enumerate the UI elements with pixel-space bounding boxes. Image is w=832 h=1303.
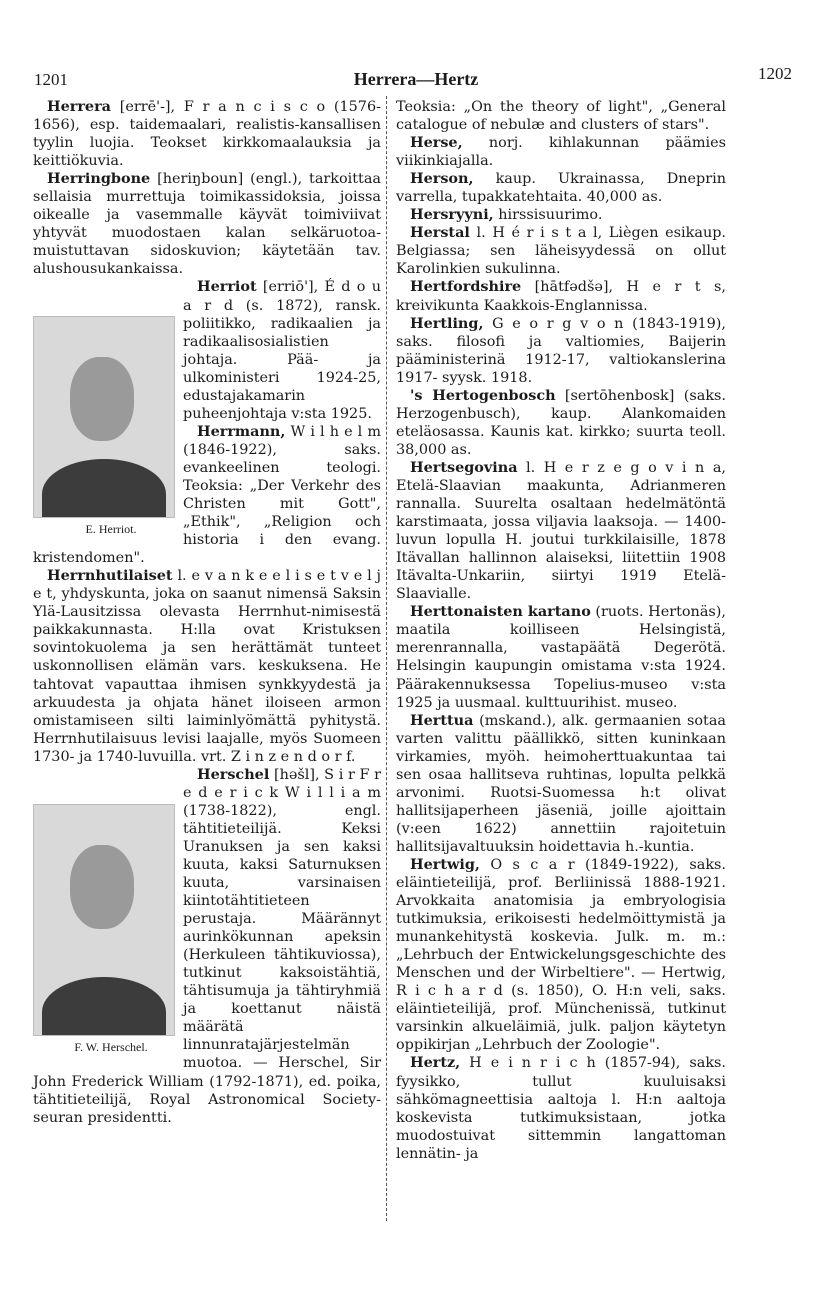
portrait-body — [42, 977, 166, 1036]
headword: 's Hertogenbosch — [410, 386, 556, 404]
entry-hersryyni — [396, 206, 726, 224]
entry-hertfordshire — [396, 278, 726, 314]
entry-herrera — [33, 98, 381, 170]
entry-text: [sertōhenbosk] (saks. Herzogenbusch), kaup. Alankomaiden eteläosassa. Kaunis kat. kirkko; suurta teoll. 38,000 as. — [396, 387, 726, 458]
headword: Herse, — [410, 134, 463, 152]
headword: Herrnhutilaiset — [47, 567, 173, 585]
entry-text: [errē'-], F r a n c i s c o (1576-1656), esp. taidemaalari, realistis-kansallisen tyylin luojia. Teokset kirkkomaalauksia ja keittiökuvia. — [33, 99, 381, 170]
headword: Hertfordshire — [410, 278, 522, 296]
entry-hertogenbosch — [396, 387, 726, 459]
entry-text: l. H e r z e g o v i n a, Etelä-Slaavian maakunta, Adrianmeren rannalla. Suurelta osaltaan hedelmätöntä karstimaata, jossa viljavia laaksoja. — 1400-luvun lopulla H. joutui turkkilaisille, 1878 Itävallan hallinnon alaiseksi, liitettiin 1908 Itävalta-Unkariin, siirtyi 1919 Etelä-Slaavialle. — [396, 459, 726, 603]
headword: Herrera — [47, 98, 111, 115]
entry-text: kaup. Ukrainassa, Dneprin varrella, tupakkatehtaita. 40,000 as. — [396, 171, 726, 206]
herschel-caption: F. W. Herschel. — [74, 1039, 148, 1054]
entry-text: G e o r g v o n (1843-1919), saks. filosofi ja valtiomies, Baijerin pääministerinä 1912-17, valtiokanslerina 1917- syysk. 1918. — [396, 315, 726, 386]
entry-herschel — [33, 766, 381, 1127]
entry-herschel-continued — [396, 98, 726, 134]
portrait-body — [42, 459, 166, 518]
entry-text: [heriŋboun] (engl.), tarkoittaa sellaisia murrettuja toimikassidoksia, joissa oikealle ja vasemmalle käyvät toimiviivat yhtyvät muodostaen kalan selkäruotoa- muistuttavan sidoskuvion; käytetään tav. alushousukankaissa. — [33, 171, 381, 278]
entry-text: (ruots. Hertonäs), maatila koilliseen Helsingistä, merenrannalla, vastapäätä Degerötä. Helsingin kaupungin omistama v:sta 1924. Päärakennuksessa Topelius-museo v:sta 1925 ja uusmaal. kulttuurihist. museo. — [396, 604, 726, 711]
headword: Hertz, — [410, 1054, 461, 1072]
entry-text: [hātfǝdšǝ], H e r t s, kreivikunta Kaakkois-Englannissa. — [396, 279, 726, 314]
entry-text: H e i n r i c h (1857-94), saks. fyysikko, tullut kuuluisaksi sähkömagneettisia aaltoja l. H:n aaltoja koskevista tutkimuksistaan, jotka muodostuivat sittemmin langattoman lennätin- ja — [396, 1055, 726, 1162]
entry-herse — [396, 134, 726, 170]
page-header — [0, 64, 832, 94]
entry-herstal — [396, 224, 726, 278]
entry-text: W i l h e l m (1846-1922), saks. evankeelinen teologi. Teoksia: „Der Verkehr des Christen mit Gott", „Ethik", „Religion och historia i den evang. kristendomen". — [33, 423, 381, 567]
headword: Hersryyni, — [410, 206, 494, 224]
entry-text: norj. kihlakunnan päämies viikinkiajalla. — [396, 135, 726, 170]
entry-herrnhutilaiset — [33, 567, 381, 766]
entry-hertling — [396, 315, 726, 387]
herschel-portrait — [33, 804, 175, 1036]
entry-text: [erriō'], É d o u a r d (s. 1872), ransk. poliitikko, radikaalien ja radikaalisosialistien johtaja. Pää- ja ulkoministeri 1924-25, edustajakamarin puheenjohtaja v:sta 1925. — [183, 279, 381, 422]
herschel-figure — [33, 804, 175, 1056]
headword: Herttonaisten kartano — [410, 603, 591, 621]
portrait-face — [70, 357, 134, 441]
portrait-face — [70, 845, 134, 929]
entry-herttonaisten-kartano — [396, 603, 726, 711]
running-title: Herrera—Hertz — [353, 69, 479, 89]
entry-herson — [396, 170, 726, 206]
right-column — [396, 98, 726, 1163]
entry-hertz — [396, 1054, 726, 1162]
entry-text: [hǝšl], S i r F r e d e r i c k W i l l i a m (1738-1822), engl. tähtitieteilijä. Keksi Uranuksen ja sen kaksi kuuta, kaksi Saturnuksen kuuta, varsinaisen kiintotähtitieteen perustaja. Määrännyt aurinkökunnan apeksin (Herkuleen tähtikuviossa), tutkinut kaksoistähtiä, tähtisumuja ja tähtiryhmiä ja koettanut näistä määrätä linnunratajärjestelmän muotoa. — Herschel, Sir John Frederick William (1792-1871), ed. poika, tähtitieteilijä, Royal Astronomical Society-seuran presidentti. — [33, 766, 381, 1126]
headword: Herson, — [410, 170, 474, 188]
left-column — [33, 98, 381, 1127]
headword: Herstal — [410, 224, 470, 242]
entry-text: (mskand.), alk. germaanien sotaa varten valittu päällikkö, sitten kuninkaan virkamies, myöh. heimoherttuakuntaa tai sen osaa hallitseva ruhtinas, lopulta pelkkä arvonimi. Ruotsi-Suomessa h:t olivat hallitsijaperheen jäseniä, joille ajoittain (v:een 1622) annettiin rajoitetuin hallitsijavaltuuksin hoidettavia h.-kuntia. — [396, 712, 726, 855]
herriot-figure — [33, 316, 175, 538]
column-divider — [386, 96, 387, 1221]
herriot-portrait — [33, 316, 175, 518]
entry-text: l. H é r i s t a l, Liègen esikaup. Belgiassa; sen läheisyydessä on ollut Karolinkien sukulinna. — [396, 225, 726, 278]
entry-text: hirssisuurimo. — [493, 207, 603, 224]
headword: Herringbone — [47, 170, 151, 188]
headword: Hertling, — [410, 314, 484, 332]
entry-herringbone — [33, 170, 381, 278]
headword: Hertsegovina — [410, 458, 518, 476]
page-number-right: 1202 — [758, 64, 792, 83]
entry-hertsegovina — [396, 459, 726, 603]
entry-herttua — [396, 712, 726, 856]
headword: Herriot — [197, 278, 257, 296]
entry-text: l. e v a n k e e l i s e t v e l j e t, yhdyskunta, joka on saanut nimensä Saksin Ylä-Lausitzissa olevasta Herrnhut-nimisestä paikkakunnasta. H:lla ovat Kristuksen sovintokuolema ja sen herättämät tunteet uskonnollisen elämän vars. keskuksena. He tahtovat vapauttaa ihmisen synkkyydestä ja arkuudesta ja ohjata hänet iloiseen armon omistamiseen silti laiminlyömättä pyhitystä. Herrnhutilaisuus levisi laajalle, myös Suomeen 1730- ja 1740-luvuilla. vrt. Z i n z e n d o r f. — [33, 568, 381, 765]
headword: Herrmann, — [197, 422, 286, 440]
herriot-caption: E. Herriot. — [85, 522, 137, 537]
headword: Herttua — [410, 711, 474, 729]
entry-text: Teoksia: „On the theory of light", „General catalogue of nebulæ and clusters of stars". — [396, 99, 726, 134]
headword: Herschel — [197, 765, 270, 783]
entry-hertwig — [396, 856, 726, 1055]
entry-text: O s c a r (1849-1922), saks. eläintieteilijä, prof. Berliinissä 1888-1921. Arvokkaita anatomisia ja embryologisia tutkimuksia, erikoisesti hedelmöittymistä ja munankehitystä koskevia. Julk. m. m.: „Lehrbuch der Entwickelungsgeschichte des Menschen und der Wirbeltiere". — Hertwig, R i c h a r d (s. 1850), O. H:n veli, saks. eläintieteilijä, prof. Münchenissä, tutkinut varsinkin alkueläimiä, julk. paljon käytetyn oppikirjan „Lehrbuch der Zoologie". — [396, 856, 726, 1054]
page-number-left: 1201 — [34, 70, 68, 89]
headword: Hertwig, — [410, 855, 480, 873]
